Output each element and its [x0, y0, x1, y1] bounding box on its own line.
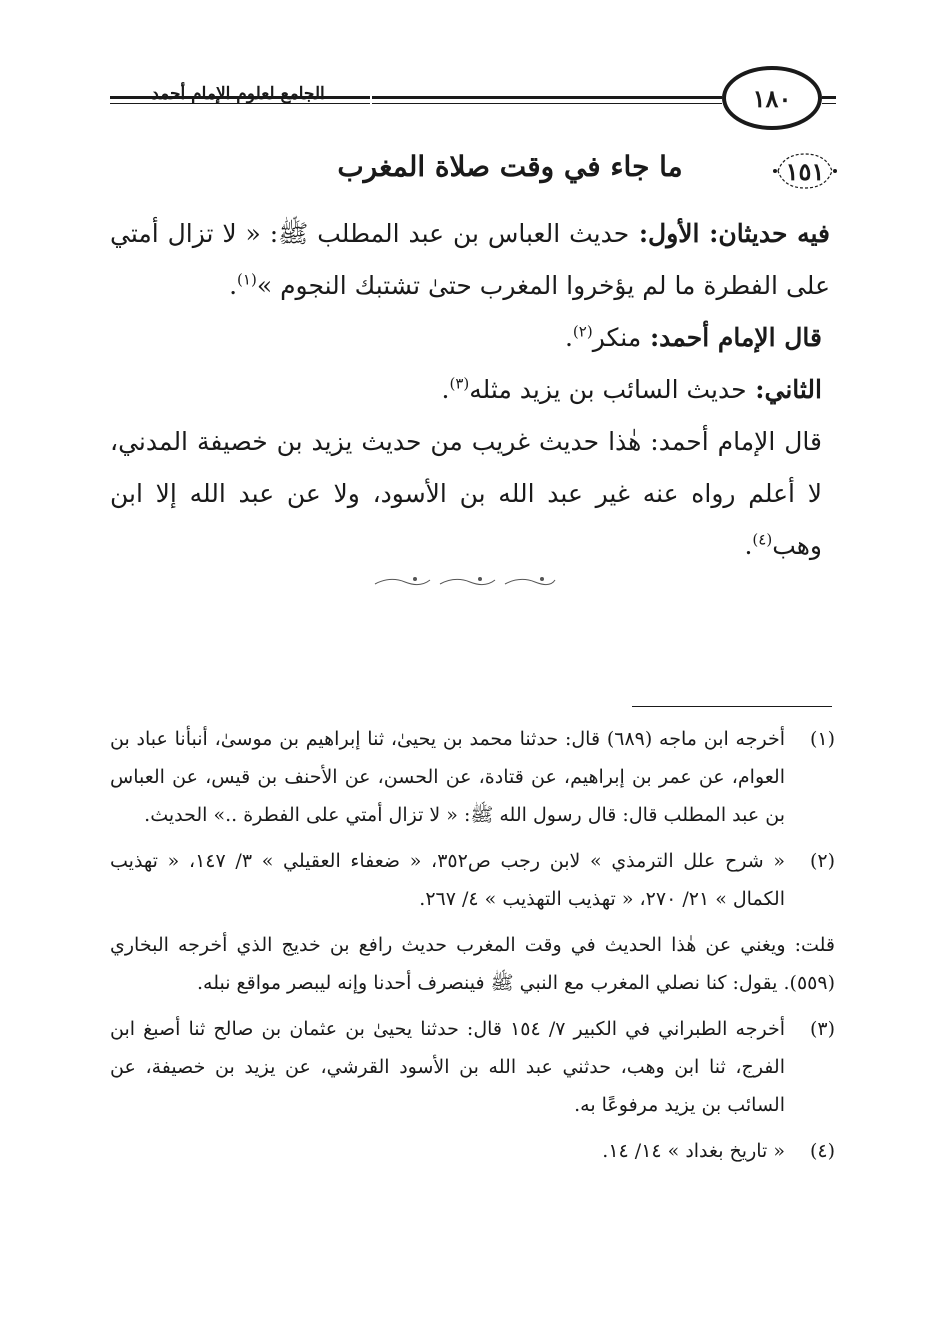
footnote-text: أخرجه الطبراني في الكبير ٧/ ١٥٤ قال: حدثنا يحيىٰ بن عثمان بن صالح ثنا أصبغ ابن الفرج، ثنا ابن وهب، حدثني عبد الله بن الأسود القرشي، عن يزيد بن خصيفة، عن السائب بن يزيد مرفوعًا به. [110, 1018, 785, 1116]
footnote-2 [110, 842, 835, 918]
footnote-ref-2[interactable]: (٢) [572, 322, 593, 341]
footnote-text: « تاريخ بغداد » ١٤/ ١٤. [602, 1140, 785, 1162]
running-title: الجامع لعلوم الإمام أحمد [151, 84, 325, 104]
footnote-number: (٤) [809, 1140, 835, 1162]
footnote-ref-1[interactable]: (١) [237, 270, 257, 289]
commentary-text: قال الإمام أحمد: هٰذا حديث غريب من حديث يزيد بن خصيفة المدني، لا أعلم رواه عنه غير عبد الله بن الأسود، ولا عن عبد الله إلا ابن وهب [110, 427, 822, 560]
chapter-number: ١٥١ [785, 156, 825, 186]
page-number: ١٨٠ [752, 83, 792, 113]
ruling-text: منكر [592, 323, 642, 352]
lead-text: فيه حديثان: [699, 219, 830, 248]
main-text [110, 208, 830, 572]
footnote-text: أخرجه ابن ماجه (٦٨٩) قال: حدثنا محمد بن يحيىٰ، ثنا إبراهيم بن موسىٰ، أنبأنا عباد بن العوام، عن عمر بن إبراهيم، عن قتادة، عن الحسن، عن الأحنف بن قيس، عن العباس بن عبد المطلب قال: قال رسول الله ﷺ: « لا تزال أمتي على الفطرة ..» الحديث. [110, 728, 785, 826]
header-rule-right-thin [822, 103, 836, 104]
footnote-ref-3[interactable]: (٣) [449, 374, 470, 393]
footnote-ref-4[interactable]: (٤) [752, 530, 773, 549]
header-rule-right [822, 96, 836, 99]
footnote-number: (٣) [809, 1018, 835, 1040]
footnote-number: (١) [809, 728, 835, 750]
paragraph-1: فيه حديثان: الأول: حديث العباس بن عبد المطلب ﷺ: « لا تزال أمتي على الفطرة ما لم يؤخروا المغرب حتىٰ تشتبك النجوم »$^{(١)}$. [110, 219, 830, 300]
first-label: الأول: [629, 219, 700, 248]
footnote-4 [110, 1132, 835, 1170]
second-hadith-text: حديث السائب بن يزيد مثله [469, 375, 747, 404]
footnote-3 [110, 1010, 835, 1124]
footnotes [110, 720, 835, 1178]
chapter-number-badge [770, 150, 840, 192]
section-end-ornament-icon [370, 572, 560, 590]
hadith-text: حديث العباس بن عبد المطلب ﷺ: « لا تزال أمتي على الفطرة ما لم يؤخروا المغرب حتىٰ تشتبك النجوم » [110, 219, 830, 300]
header-rule-middle-thin [372, 103, 722, 104]
chapter-title: ما جاء في وقت صلاة المغرب [337, 150, 683, 183]
footnote-separator [632, 706, 832, 707]
page-number-badge [722, 66, 822, 130]
footnote-1 [110, 720, 835, 834]
footnote-number: (٢) [809, 850, 835, 872]
paragraph-2: قال الإمام أحمد: منكر$^{(٢)}$. [564, 322, 822, 352]
footnote-2-note: قلت: ويغني عن هٰذا الحديث في وقت المغرب حديث رافع بن خديج الذي أخرجه البخاري (٥٥٩). يقول: كنا نصلي المغرب مع النبي ﷺ فينصرف أحدنا وإنه ليبصر مواقع نبله. [110, 934, 836, 994]
footnote-text: « شرح علل الترمذي » لابن رجب ص٣٥٢، « ضعفاء العقيلي » ٣/ ١٤٧، « تهذيب الكمال » ٢١/ ٢٧٠، « تهذيب التهذيب » ٤/ ٢٦٧. [110, 850, 785, 910]
paragraph-4: قال الإمام أحمد: هٰذا حديث غريب من حديث يزيد بن خصيفة المدني، لا أعلم رواه عنه غير عبد الله بن الأسود، ولا عن عبد الله إلا ابن وهب$^{(٤)}$. [110, 427, 822, 560]
header-rule-middle [372, 96, 722, 99]
second-label: الثاني: [746, 375, 822, 404]
paragraph-3: الثاني: حديث السائب بن يزيد مثله$^{(٣)}$. [441, 374, 822, 404]
imam-label: قال الإمام أحمد: [641, 323, 822, 352]
